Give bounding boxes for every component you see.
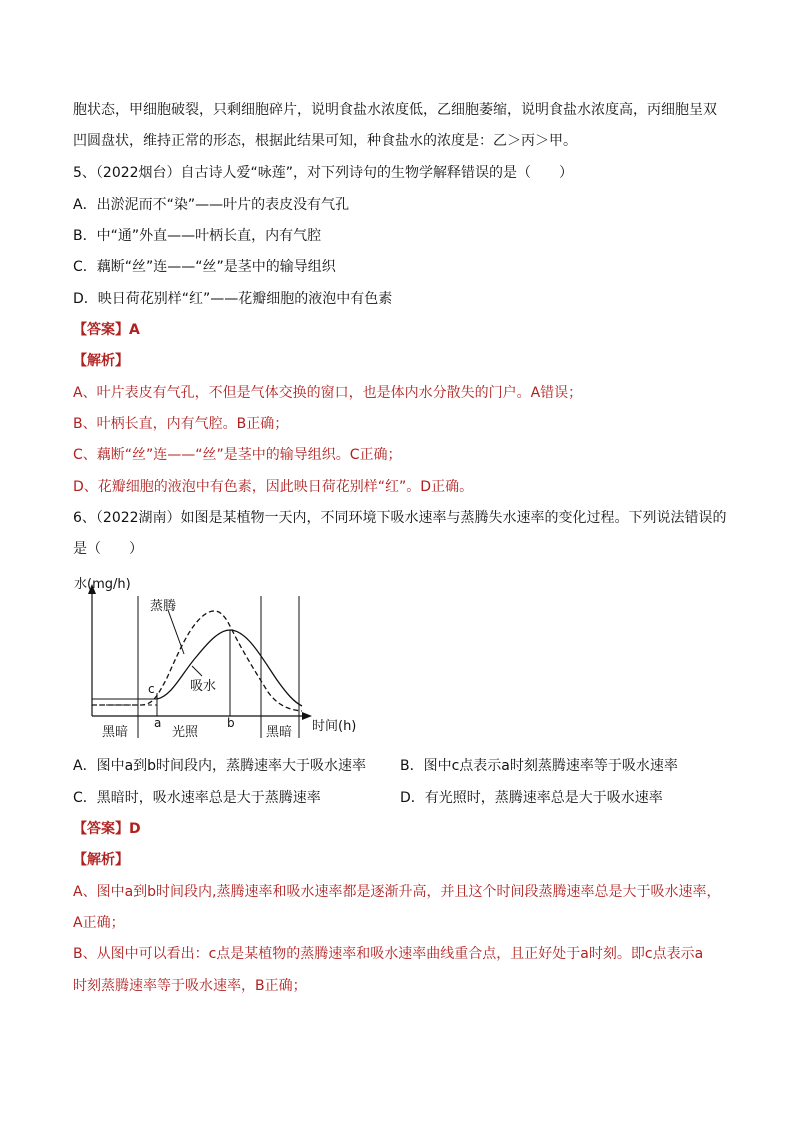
q6-answer: 【答案】D	[73, 821, 141, 837]
q6-option-b: B．图中c点表示a时刻蒸腾速率等于吸水速率	[400, 758, 678, 774]
q5-explain-b: B、叶柄长直，内有气腔。B正确；	[73, 416, 289, 432]
point-b-label: b	[227, 716, 235, 730]
q6-option-a: A．图中a到b时间段内，蒸腾速率大于吸水速率	[73, 758, 367, 774]
dark-label-2: 黑暗	[266, 725, 293, 740]
absorption-label: 吸水	[190, 679, 217, 694]
q6-option-d: D．有光照时，蒸腾速率总是大于吸水速率	[400, 790, 663, 806]
q5-option-d: D．映日荷花别样“红”——花瓣细胞的液泡中有色素	[73, 291, 393, 307]
q5-explain-c: C、藕断“丝”连——“丝”是茎中的输导组织。C正确；	[73, 447, 402, 463]
light-label: 光照	[172, 725, 199, 740]
q5-option-b: B．中“通”外直——叶柄长直，内有气腔	[73, 228, 322, 244]
water-rate-figure	[62, 568, 382, 743]
text-line-1: 胞状态，甲细胞破裂，只剩细胞碎片，说明食盐水浓度低，乙细胞萎缩，说明食盐水浓度高，丙细胞呈双	[73, 102, 717, 118]
question-6-line1: 6、（2022湖南）如图是某植物一天内，不同环境下吸水速率与蒸腾失水速率的变化过程。下列说法错误的	[73, 510, 727, 526]
q5-option-a: A．出淤泥而不“染”——叶片的表皮没有气孔	[73, 197, 350, 213]
q6-explain-a-2: A正确；	[73, 915, 125, 931]
q5-analysis-heading: 【解析】	[73, 353, 129, 369]
q6-explain-b-1: B、从图中可以看出：c点是某植物的蒸腾速率和吸水速率曲线重合点，且正好处于a时刻。即c点表示a	[73, 946, 704, 962]
q6-explain-a-1: A、图中a到b时间段内,蒸腾速率和吸水速率都是逐渐升高，并且这个时间段蒸腾速率总是大于吸水速率，	[73, 884, 721, 900]
point-c-label: c	[148, 682, 155, 696]
transpiration-label: 蒸腾	[150, 599, 177, 614]
q6-explain-b-2: 时刻蒸腾速率等于吸水速率，B正确；	[73, 978, 307, 994]
transpiration-curve	[92, 611, 302, 711]
question-6-line2: 是（ ）	[73, 541, 143, 557]
q5-option-c: C．藕断“丝”连——“丝”是茎中的输导组织	[73, 259, 336, 275]
text-line-2: 凹圆盘状，维持正常的形态，根据此结果可知，种食盐水的浓度是：乙＞丙＞甲。	[73, 133, 577, 149]
x-axis-label: 时间(h)	[312, 719, 357, 734]
y-axis-label: 水(mg/h)	[74, 577, 131, 592]
q5-explain-a: A、叶片表皮有气孔，不但是气体交换的窗口，也是体内水分散失的门户。A错误；	[73, 385, 583, 401]
q5-explain-d: D、花瓣细胞的液泡中有色素，因此映日荷花别样“红”。D正确。	[73, 479, 474, 495]
question-5: 5、（2022烟台）自古诗人爱“咏莲”，对下列诗句的生物学解释错误的是（ ）	[73, 165, 574, 181]
q6-analysis-heading: 【解析】	[73, 852, 129, 868]
point-a-label: a	[154, 716, 162, 730]
dark-label-1: 黑暗	[102, 725, 129, 740]
q6-option-c: C．黑暗时，吸水速率总是大于蒸腾速率	[73, 790, 321, 806]
q5-answer: 【答案】A	[73, 322, 140, 338]
